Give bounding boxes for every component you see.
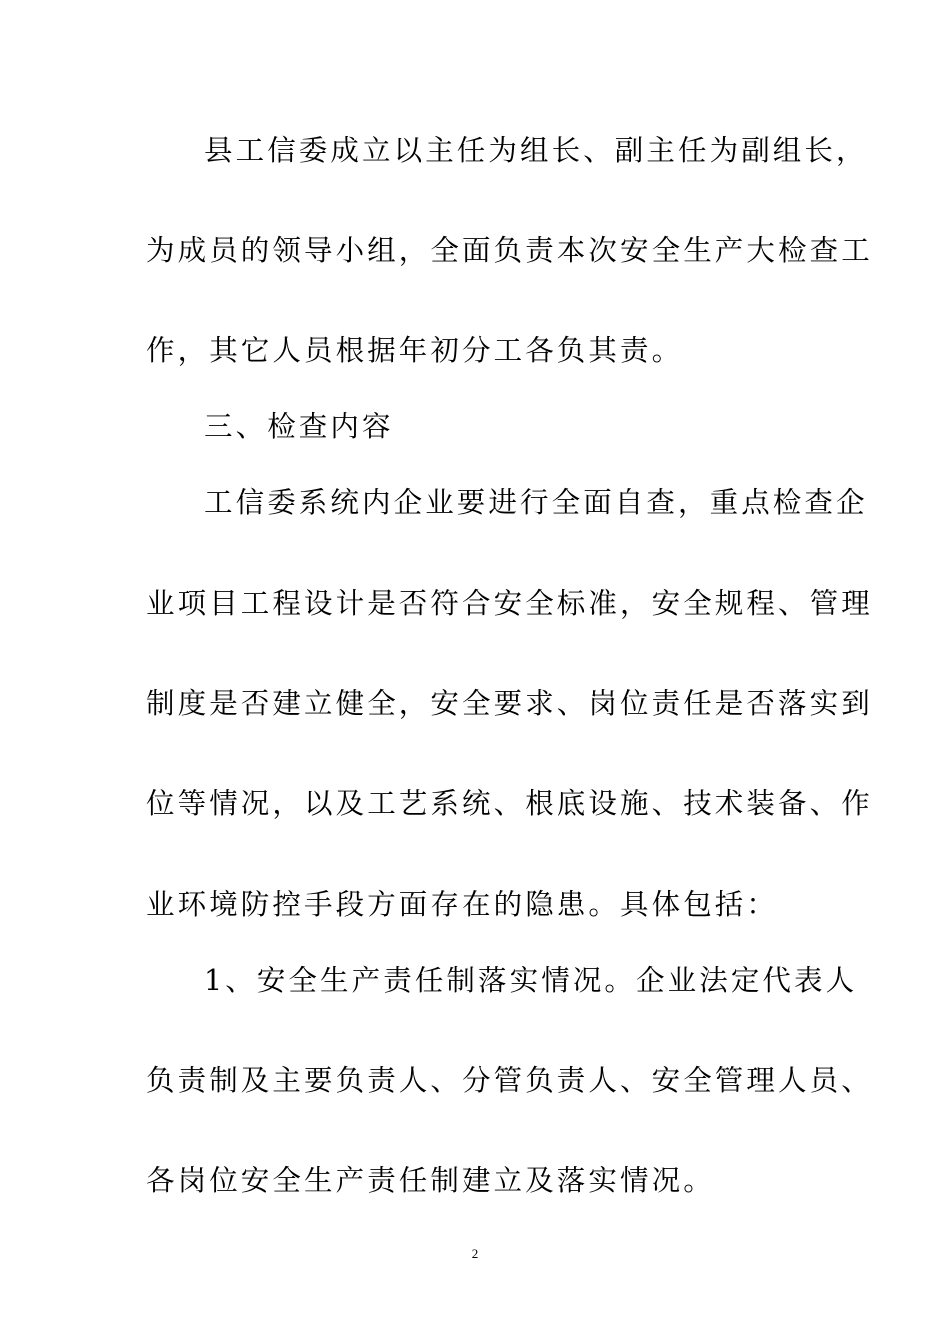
text-line-12: 各岗位安全生产责任制建立及落实情况。 [146, 1164, 715, 1197]
text-line-2: 为成员的领导小组，全面负责本次安全生产大检查工 [146, 234, 873, 267]
text-line-10: 1、安全生产责任制落实情况。企业法定代表人 [204, 964, 858, 997]
text-line-5: 工信委系统内企业要进行全面自查，重点检查企 [204, 486, 868, 519]
text-line-3: 作，其它人员根据年初分工各负其责。 [146, 334, 684, 367]
text-line-11: 负责制及主要负责人、分管负责人、安全管理人员、 [146, 1064, 873, 1097]
text-line-9: 业环境防控手段方面存在的隐患。具体包括： [146, 888, 779, 921]
text-line-7: 制度是否建立健全，安全要求、岗位责任是否落实到 [146, 687, 873, 720]
text-line-6: 业项目工程设计是否符合安全标准，安全规程、管理 [146, 587, 873, 620]
text-line-8: 位等情况，以及工艺系统、根底设施、技术装备、作 [146, 787, 873, 820]
text-line-1: 县工信委成立以主任为组长、副主任为副组长， [204, 134, 868, 167]
page-number: 2 [471, 1246, 479, 1261]
section-heading: 三、检查内容 [204, 410, 394, 443]
